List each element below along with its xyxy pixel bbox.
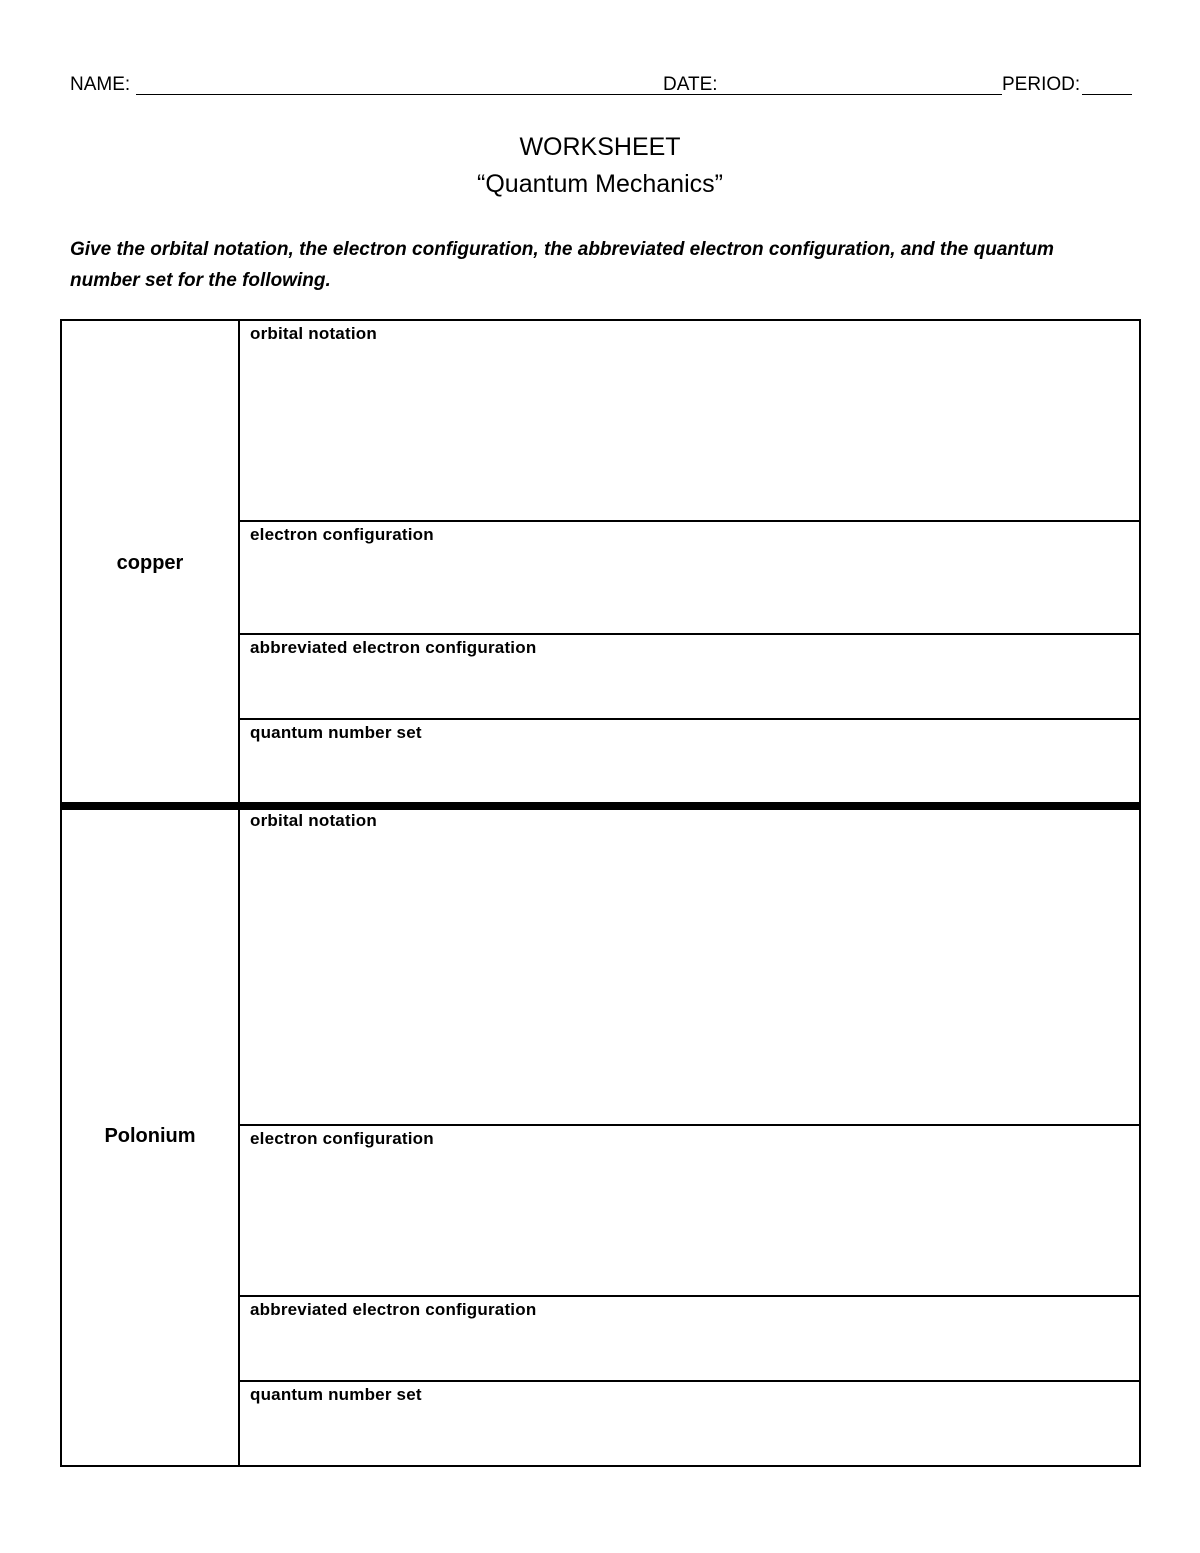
name-field[interactable] [136,94,732,95]
worksheet-subtitle: “Quantum Mechanics” [477,170,723,198]
header-line [70,72,1132,102]
worksheet-title: WORKSHEET [519,133,681,161]
date-field[interactable] [721,94,1002,95]
row-label: quantum number set [250,1385,422,1404]
row-label: electron configuration [250,525,434,544]
date-label: DATE: [663,74,718,95]
polonium-answer-rows [240,808,1139,1465]
instructions: Give the orbital notation, the electron configuration, the abbreviated electron configuration, and the quantum number set for the following. [70,239,1054,291]
polonium-abbreviated-configuration-box[interactable] [240,1297,1139,1382]
row-label: orbital notation [250,811,377,830]
period-field[interactable] [1082,94,1132,95]
row-label: electron configuration [250,1129,434,1148]
copper-answer-rows [240,321,1139,805]
polonium-orbital-notation-box[interactable] [240,808,1139,1126]
copper-quantum-number-set-box[interactable] [240,720,1139,805]
polonium-electron-configuration-box[interactable] [240,1126,1139,1297]
copper-electron-configuration-box[interactable] [240,522,1139,635]
copper-table [60,319,1141,805]
period-label: PERIOD: [1002,74,1081,95]
name-label: NAME: [70,74,131,95]
polonium-table [60,808,1141,1467]
element-name-copper: copper [62,321,240,805]
copper-abbreviated-configuration-box[interactable] [240,635,1139,720]
row-label: abbreviated electron configuration [250,1300,537,1319]
row-label: quantum number set [250,723,422,742]
row-label: orbital notation [250,324,377,343]
row-label: abbreviated electron configuration [250,638,537,657]
element-name-polonium: Polonium [62,808,240,1465]
polonium-quantum-number-set-box[interactable] [240,1382,1139,1465]
copper-orbital-notation-box[interactable] [240,321,1139,522]
